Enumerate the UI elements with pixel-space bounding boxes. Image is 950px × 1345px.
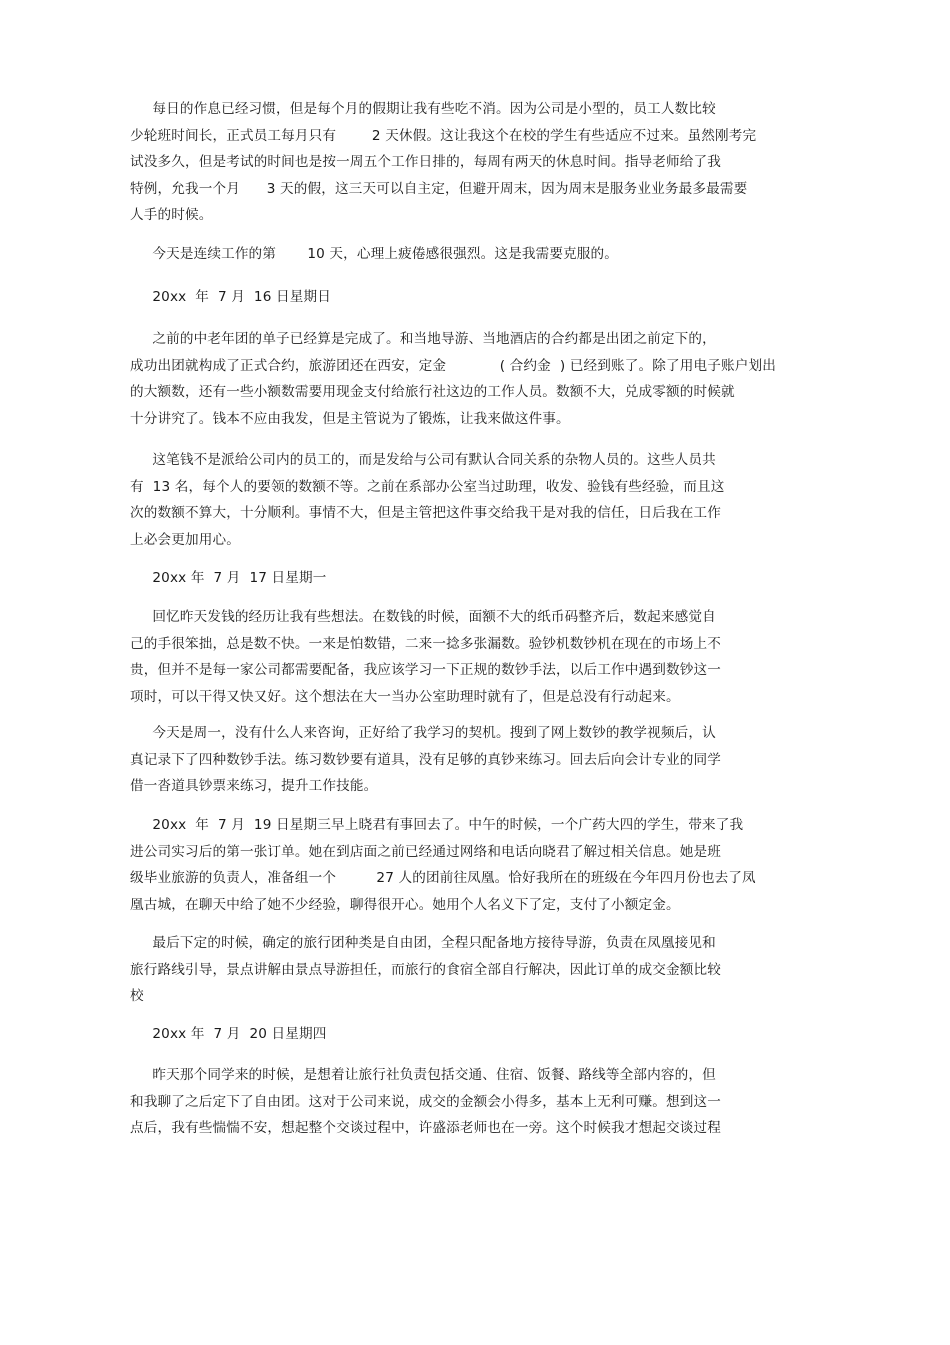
text-line: 试没多久，但是考试的时间也是按一周五个工作日排的，每周有两天的休息时间。指导老师给了我 — [130, 154, 721, 170]
paragraph-tenth-day — [130, 241, 790, 268]
text-line: 最后下定的时候，确定的旅行团种类是自由团，全程只配备地方接待导游，负责在凤凰接见和 — [130, 935, 716, 951]
text-line: 十分讲究了。钱本不应由我发，但是主管说为了锻炼，让我来做这件事。 — [130, 410, 570, 427]
text-line: 今天是连续工作的第 10 天，心理上疲倦感很强烈。这是我需要克服的。 — [130, 246, 619, 262]
paragraph-free-tour — [130, 930, 790, 1010]
text-line: 凰古城，在聊天中给了她不少经验，聊得很开心。她用个人名义下了定，支付了小额定金。 — [130, 896, 680, 913]
date-heading-july-16 — [130, 284, 790, 311]
text-line: 20xx 年 7 月 19 日星期三早上晓君有事回去了。中午的时候，一个广药大四的学生，带来了我 — [130, 817, 744, 833]
text-line: 项时，可以干得又快又好。这个想法在大一当办公室助理时就有了，但是总没有行动起来。 — [130, 688, 680, 705]
text-line: 点后，我有些惴惴不安，想起整个交谈过程中，许盛添老师也在一旁。这个时候我才想起交谈过程 — [130, 1120, 721, 1136]
paragraph-counting-money — [130, 604, 790, 710]
text-line: 校 — [130, 988, 144, 1004]
text-line: 借一沓道具钞票来练习，提升工作技能。 — [130, 778, 378, 794]
text-line: 有 13 名，每个人的要领的数额不等。之前在系部办公室当过助理，收发、验钱有些经验，而且这 — [130, 478, 725, 495]
text-line: 级毕业旅游的负责人，准备组一个 27 人的团前往凤凰。恰好我所在的班级在今年四月份也去了凤 — [130, 870, 756, 886]
text-line: 己的手很笨拙，总是数不快。一来是怕数错，二来一捻多张漏数。验钞机数钞机在现在的市场上不 — [130, 635, 721, 652]
paragraph-staff-payment — [130, 447, 790, 553]
text-line: 真记录下了四种数钞手法。练习数钞要有道具，没有足够的真钞来练习。回去后向会计专业的同学 — [130, 751, 721, 768]
text-line: 之前的中老年团的单子已经算是完成了。和当地导游、当地酒店的合约都是出团之前定下的， — [130, 331, 716, 347]
text-line: 和我聊了之后定下了自由团。这对于公司来说，成交的金额会小得多，基本上无利可赚。想到这一 — [130, 1093, 721, 1110]
text-line: 这笔钱不是派给公司内的员工的，而是发给与公司有默认合同关系的杂物人员的。这些人员共 — [130, 452, 716, 468]
paragraph-first-order — [130, 812, 790, 918]
date-heading: 20xx 年 7 月 17 日星期一 — [130, 570, 327, 586]
text-line: 少轮班时间长，正式员工每月只有 2 天休假。这让我这个在校的学生有些适应不过来。虽然刚考完 — [130, 127, 757, 144]
text-line: 次的数额不算大，十分顺利。事情不大，但是主管把这件事交给我干是对我的信任，日后我在工作 — [130, 505, 721, 521]
date-heading: 20xx 年 7 月 20 日星期四 — [130, 1026, 327, 1042]
text-line: 回忆昨天发钱的经历让我有些想法。在数钱的时候，面额不大的纸币码整齐后，数起来感觉自 — [130, 609, 716, 625]
text-line: 特例，允我一个月 3 天的假，这三天可以自主定，但避开周末，因为周末是服务业业务最多最需要 — [130, 180, 748, 197]
date-heading: 20xx 年 7 月 16 日星期日 — [130, 289, 331, 305]
text-line: 的大额数，还有一些小额数需要用现金支付给旅行社这边的工作人员。数额不大，兑成零额的时候就 — [130, 384, 735, 400]
paragraph-reflection — [130, 1062, 790, 1142]
text-line: 今天是周一，没有什么人来咨询，正好给了我学习的契机。搜到了网上数钞的教学视频后，认 — [130, 725, 716, 741]
text-line: 旅行路线引导，景点讲解由景点导游担任，而旅行的食宿全部自行解决，因此订单的成交金额比较 — [130, 961, 721, 978]
text-line: 进公司实习后的第一张订单。她在到店面之前已经通过网络和电话向晓君了解过相关信息。她是班 — [130, 843, 721, 860]
text-line: 人手的时候。 — [130, 207, 213, 223]
text-line: 昨天那个同学来的时候，是想着让旅行社负责包括交通、住宿、饭餐、路线等全部内容的，但 — [130, 1067, 716, 1083]
text-line: 成功出团就构成了正式合约，旅游团还在西安，定金 ( 合约金 ) 已经到账了。除了用电子账户划出 — [130, 357, 776, 374]
paragraph-rest-schedule — [130, 96, 790, 229]
text-line: 贵，但并不是每一家公司都需要配备，我应该学习一下正规的数钞手法，以后工作中遇到数钞这一 — [130, 662, 721, 678]
text-line: 上必会更加用心。 — [130, 531, 240, 548]
date-heading-july-20 — [130, 1021, 790, 1048]
paragraph-tour-group-payment — [130, 326, 790, 432]
text-line: 每日的作息已经习惯，但是每个月的假期让我有些吃不消。因为公司是小型的，员工人数比较 — [130, 101, 716, 117]
date-heading-july-17 — [130, 565, 790, 592]
paragraph-learning-video — [130, 720, 790, 800]
